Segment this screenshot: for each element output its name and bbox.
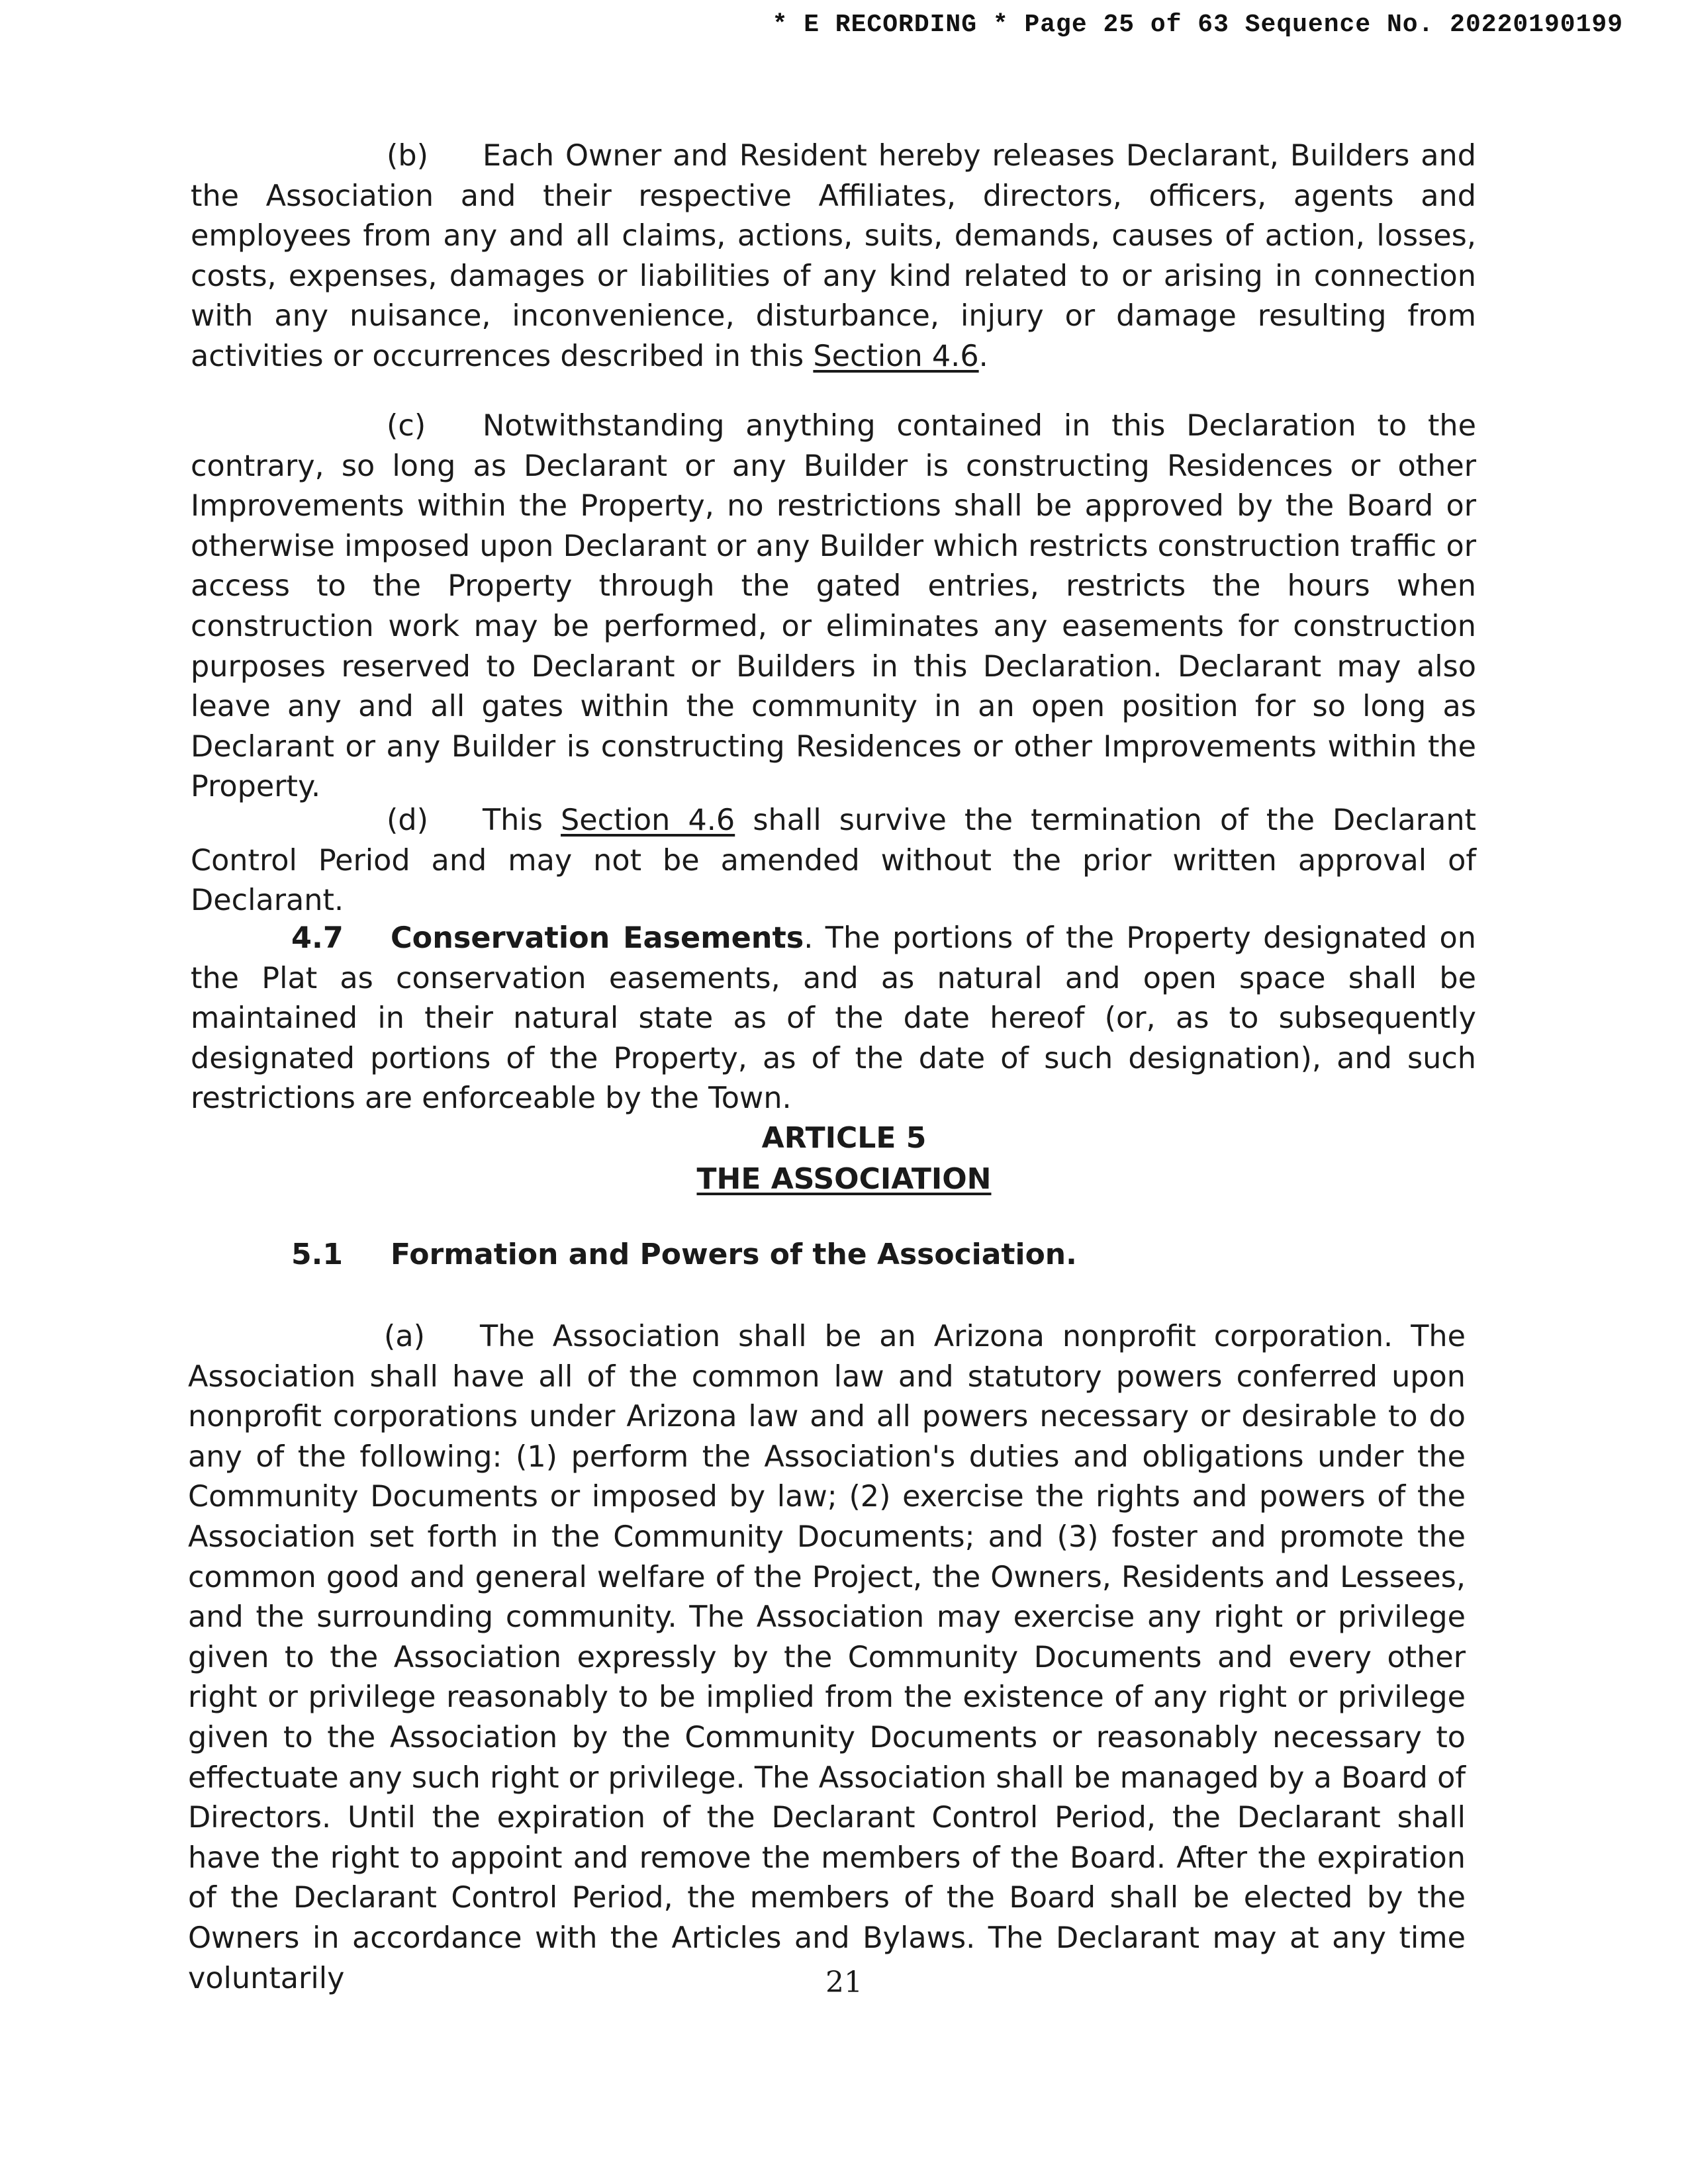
section-reference: Section 4.6 xyxy=(813,339,979,373)
section-4-7 xyxy=(191,919,1476,1119)
paragraph-label: (d) xyxy=(387,803,428,837)
paragraph-text-continued: shall survive the termination of the Declarant Control Period and may not be amended without the prior written approval of Declarant. xyxy=(191,803,1477,918)
article-title-text: THE ASSOCIATION xyxy=(696,1162,992,1196)
article-number: ARTICLE 5 xyxy=(761,1121,927,1155)
paragraph-5-1-a xyxy=(188,1317,1466,1999)
section-title: Conservation Easements xyxy=(391,921,804,955)
section-number: 4.7 xyxy=(291,921,344,955)
recording-header: * E RECORDING * Page 25 of 63 Sequence No. 20220190199 xyxy=(772,11,1623,39)
section-title: Formation and Powers of the Association. xyxy=(391,1238,1077,1271)
paragraph-text: Each Owner and Resident hereby releases Declarant, Builders and the Association and their respective Affiliates, directors, officers, agents and employees from any and all claims, actions, suits, demands, causes of action, losses, costs, expenses, damages or liabilities of any kind related to or arising in connection with any nuisance, inconvenience, disturbance, injury or damage resulting from activities or occurrences described in this xyxy=(191,139,1476,373)
section-5-1-heading xyxy=(291,1238,1077,1271)
page-number: 21 xyxy=(825,1966,863,1999)
paragraph-label: (a) xyxy=(384,1320,425,1353)
section-reference: Section 4.6 xyxy=(561,803,735,837)
paragraph-text: This xyxy=(483,803,561,837)
paragraph-label: (c) xyxy=(387,409,426,443)
article-title xyxy=(0,1160,1688,1199)
paragraph-4-6-c xyxy=(191,406,1476,807)
section-text: . The portions of the Property designated on the Plat as conservation easements, and as natural and open space shall be maintained in their natural state as of the date hereof (or, as to subsequently designated portions of the Property, as of the date of such designation), and such restrictions are enforceable by the Town. xyxy=(191,921,1476,1116)
paragraph-4-6-d xyxy=(191,801,1476,921)
paragraph-4-6-b xyxy=(191,136,1476,377)
paragraph-label: (b) xyxy=(387,139,428,173)
paragraph-text: The Association shall be an Arizona nonprofit corporation. The Association shall have all of the common law and statutory powers conferred upon nonprofit corporations under Arizona law and all powers necessary or desirable to do any of the following: (1) perform the Association's duties and obligations under the Community Documents or imposed by law; (2) exercise the rights and powers of the Association set forth in the Community Documents; and (3) foster and promote the common good and general welfare of the Project, the Owners, Residents and Lessees, and the surrounding community. The Association may exercise any right or privilege given to the Association expressly by the Community Documents and every other right or privilege reasonably to be implied from the existence of any right or privilege given to the Association by the Community Documents or reasonably necessary to effectuate any such right or privilege. The Association shall be managed by a Board of Directors. Until the expiration of the Declarant Control Period, the Declarant shall have the right to appoint and remove the members of the Board. After the expiration of the Declarant Control Period, the members of the Board shall be elected by the Owners in accordance with the Articles and Bylaws. The Declarant may at any time voluntarily xyxy=(188,1320,1466,1995)
section-number: 5.1 xyxy=(291,1238,343,1271)
paragraph-tail: . xyxy=(978,339,988,373)
paragraph-text: Notwithstanding anything contained in this Declaration to the contrary, so long as Declarant or any Builder is constructing Residences or other Improvements within the Property, no restrictions shall be approved by the Board or otherwise imposed upon Declarant or any Builder which restricts construction traffic or access to the Property through the gated entries, restricts the hours when construction work may be performed, or eliminates any easements for construction purposes reserved to Declarant or Builders in this Declaration. Declarant may also leave any and all gates within the community in an open position for so long as Declarant or any Builder is constructing Residences or other Improvements within the Property. xyxy=(191,409,1476,804)
